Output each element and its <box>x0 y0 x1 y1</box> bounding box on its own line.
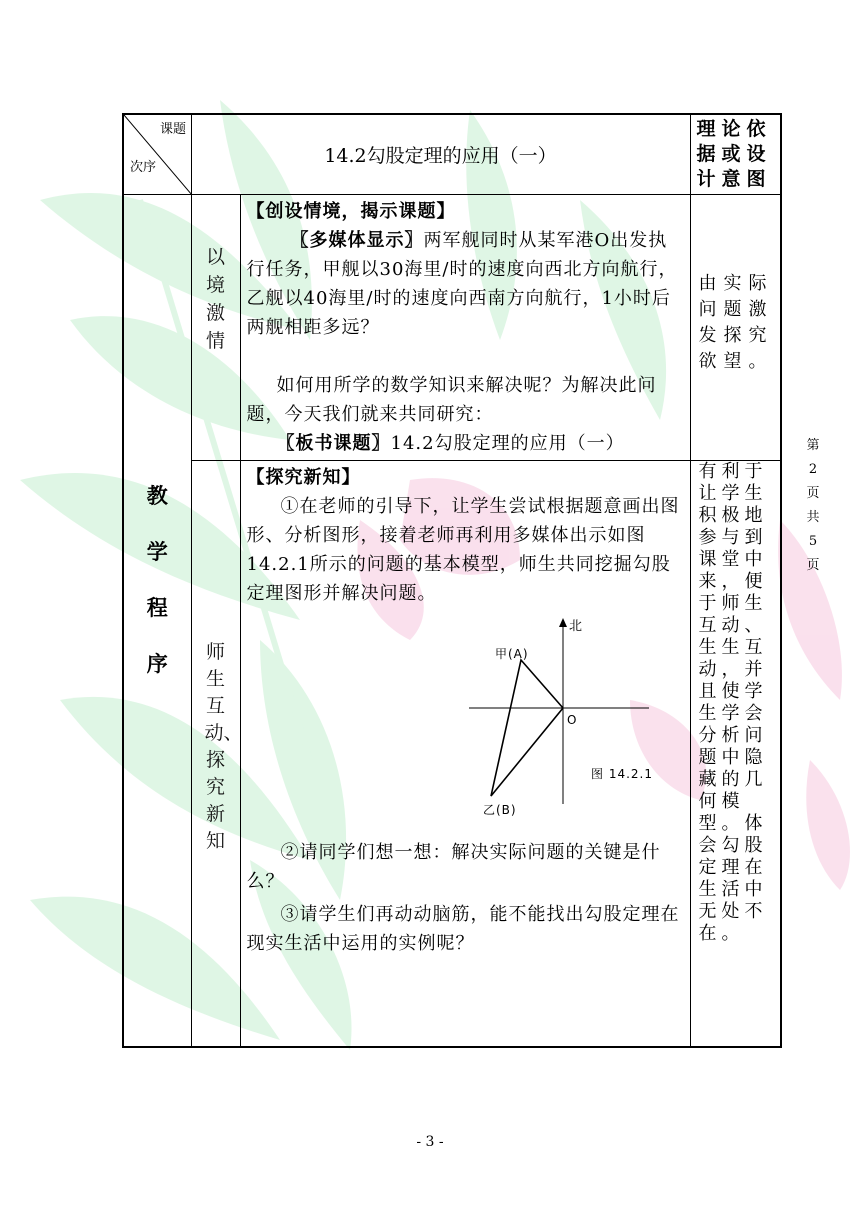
lesson-table <box>122 113 782 1048</box>
point-o-label: O <box>566 713 577 727</box>
content-cell-2 <box>240 461 690 1047</box>
explore-heading: 【探究新知】 <box>246 467 361 488</box>
lesson-title-cell <box>191 114 690 195</box>
explore-paragraph-1: ①在老师的引导下，让学生尝试根据题意画出图形、分析图形，接着老师再利用多媒体出示如图14.2.1所示的问题的基本模型，师生共同挖掘勾股定理图形并解决问题。 <box>246 496 680 604</box>
basis-header-cell <box>690 114 781 195</box>
question-text: 如何用所学的数学知识来解决呢？为解决此问题，今天我们就来共同研究： <box>246 375 657 425</box>
triangle-AOB <box>491 660 563 796</box>
teaching-procedure-cell <box>123 195 191 1047</box>
board-title-text: 14.2勾股定理的应用（一） <box>390 433 625 454</box>
teaching-procedure-label: 教学程序 <box>146 483 168 677</box>
board-title-label: 〖板书课题〗 <box>276 433 391 454</box>
intent-cell-1 <box>690 195 781 461</box>
page-side-note: 第2页 共5页 <box>806 438 820 573</box>
stage-label-1: 以境激情 <box>205 246 225 352</box>
intent-cell-2 <box>690 461 781 1047</box>
basis-header: 理论依据或设计意图 <box>696 118 772 190</box>
corner-header-cell <box>123 114 191 195</box>
intent-text-1: 由实际问题激发探究欲望。 <box>698 273 774 372</box>
intent-text-2: 有利于让学生积极地参与到课堂中来，便于师生互动、生生互动，并且使学生学会分析问题中隐藏的几何模型。体会勾股定理在生活中无处不在。 <box>698 461 768 944</box>
explore-paragraph-2: ②请同学们想一想：解决实际问题的关键是什么？ <box>246 842 661 892</box>
media-display-label: 〖多媒体显示〗 <box>290 230 424 251</box>
situation-heading: 【创设情境，揭示课题】 <box>246 201 456 222</box>
north-arrow-icon <box>559 618 567 627</box>
stage-cell-2 <box>191 461 243 1047</box>
lesson-title: 14.2勾股定理的应用（一） <box>324 145 557 167</box>
figure-caption: 图 14.2.1 <box>590 767 653 781</box>
point-b-label: 乙(B) <box>482 803 517 817</box>
figure-14-2-1 <box>459 616 699 836</box>
stage-label-2: 师生互动、探究新知 <box>204 641 243 852</box>
corner-label-bottom: 次序 <box>130 160 157 175</box>
footer-page-number: - 3 - <box>416 1134 444 1150</box>
explore-paragraph-3: ③请学生们再动动脑筋，能不能找出勾股定理在现实生活中运用的实例呢？ <box>246 904 680 954</box>
media-display-text: 两军舰同时从某军港O出发执行任务，甲舰以30海里/时的速度向西北方向航行，乙舰以40海里/时的速度向西南方向航行，1小时后两舰相距多远？ <box>246 230 678 338</box>
corner-label-top: 课题 <box>159 122 186 137</box>
stage-cell-1 <box>191 195 240 461</box>
content-cell-1 <box>240 195 690 461</box>
north-label: 北 <box>568 619 583 634</box>
point-a-label: 甲(A) <box>494 647 529 661</box>
